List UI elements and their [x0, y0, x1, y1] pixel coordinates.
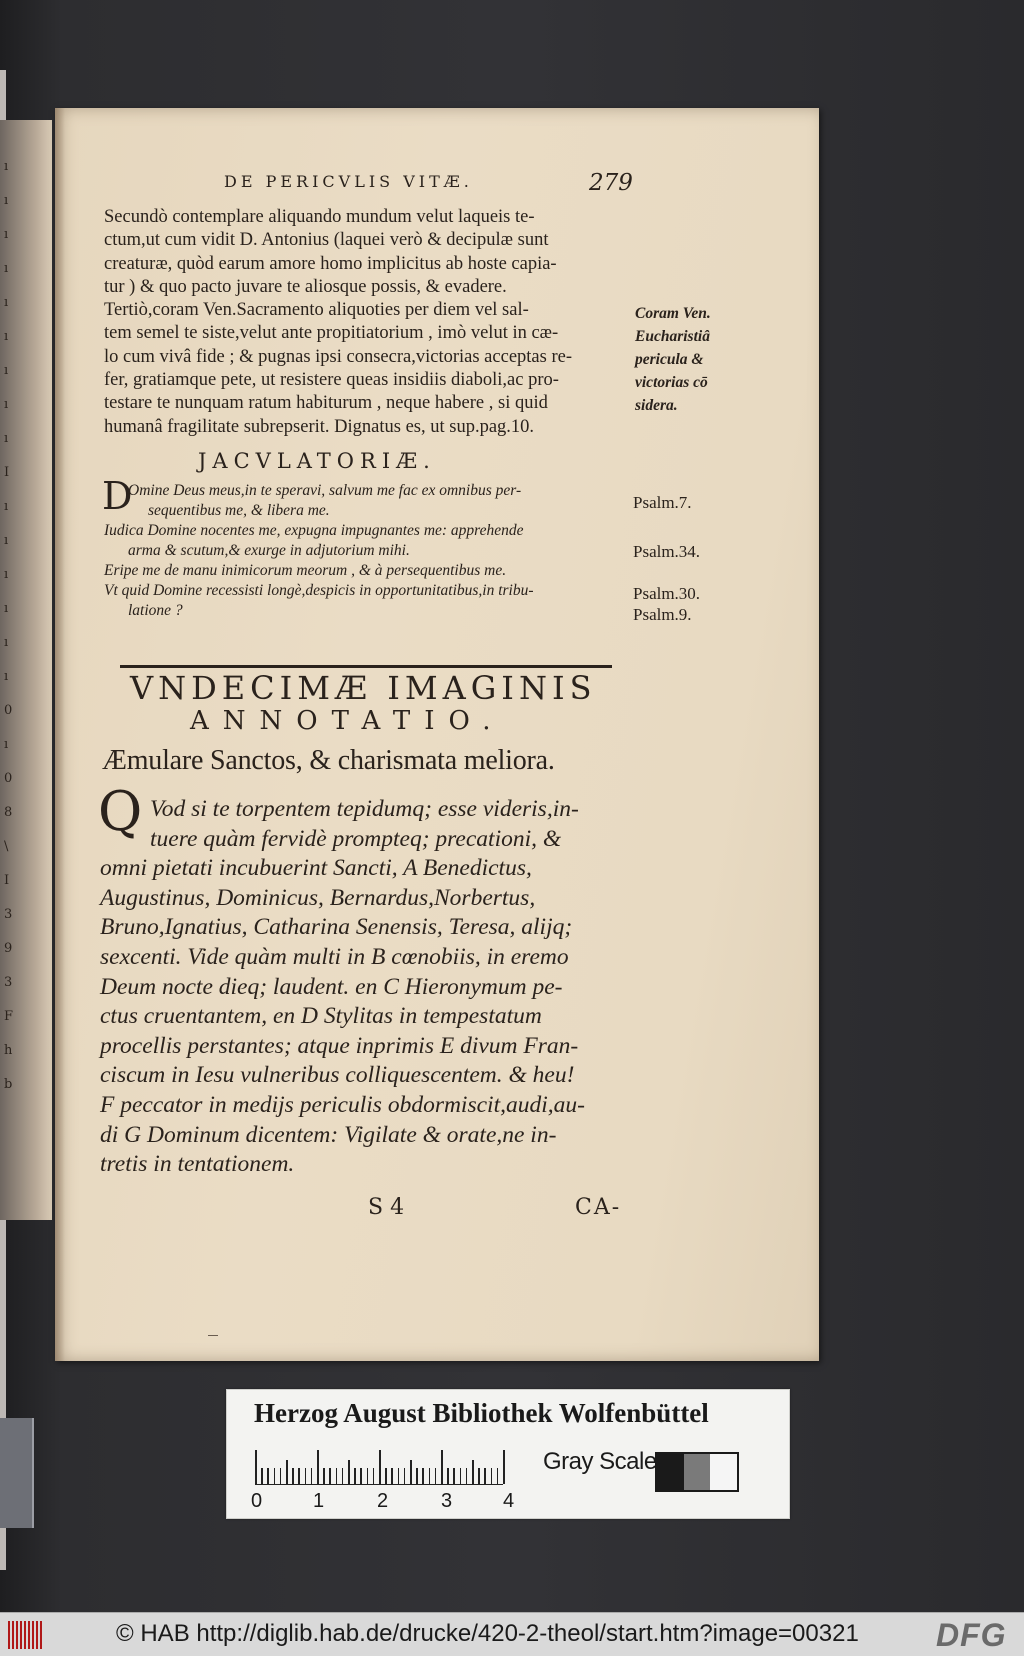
- ruler-tick: [298, 1468, 300, 1484]
- ruler-tick: [484, 1468, 486, 1484]
- margin-fragment: ı: [4, 601, 9, 616]
- ruler-tick: [416, 1468, 418, 1484]
- ruler-tick: [398, 1468, 400, 1484]
- margin-fragment: b: [4, 1077, 13, 1092]
- body-paragraphs: [104, 206, 572, 439]
- dfg-logo: DFG: [936, 1617, 1007, 1653]
- heading-rule: [120, 665, 612, 668]
- library-target-card: [226, 1389, 790, 1519]
- ruler-tick: [472, 1460, 474, 1484]
- annotation-line: ciscum in Iesu vulneribus colliquescentem. & heu!: [100, 1062, 575, 1089]
- margin-fragment: I: [4, 465, 10, 480]
- scale-number: 1: [313, 1490, 325, 1512]
- ruler-tick: [404, 1468, 406, 1484]
- barcode-bar: [24, 1621, 26, 1649]
- ruler-tick: [435, 1468, 437, 1484]
- margin-fragment: I: [4, 873, 10, 888]
- margin-fragment: ı: [4, 635, 9, 650]
- jaculatoriae-prayers: [104, 481, 628, 621]
- prayer-line: Omine Deus meus,in te speravi, salvum me fac ex omnibus per-: [128, 482, 522, 499]
- margin-fragment: ı: [4, 567, 9, 582]
- barcode-bar: [8, 1621, 10, 1649]
- margin-fragment: 0: [4, 703, 13, 718]
- margin-fragment: ı: [4, 295, 9, 310]
- margin-fragment: ı: [4, 533, 9, 548]
- annotation-line: Augustinus, Dominicus, Bernardus,Norbertus,: [100, 884, 536, 911]
- marginal-line: sidera.: [635, 397, 678, 414]
- barcode-bar: [36, 1621, 38, 1649]
- body-line: humanâ fragilitate subrepserit. Dignatus es, ut sup.pag.10.: [104, 416, 535, 437]
- barcode-bar: [28, 1621, 30, 1649]
- annotation-line: Vod si te torpentem tepidumq; esse videris,in-: [150, 796, 579, 822]
- ruler-tick: [373, 1468, 375, 1484]
- prayer-line: arma & scutum,& exurge in adjutorium mihi.: [128, 542, 410, 559]
- psalm-ref: Psalm.30.: [633, 584, 701, 603]
- margin-fragment: ı: [4, 431, 9, 446]
- barcode-bar: [32, 1621, 34, 1649]
- margin-fragment: ı: [4, 227, 9, 242]
- annotation-line: omni pietati incubuerint Sancti, A Benedictus,: [100, 855, 532, 882]
- marginal-line: Eucharistiâ: [635, 328, 710, 345]
- barcode-bar: [40, 1621, 42, 1649]
- body-line: ctum,ut cum vidit D. Antonius (laquei verò & decipulæ sunt: [104, 230, 549, 251]
- body-line: tur ) & quo pacto juvare te aliosque possis, & evadere.: [104, 276, 507, 297]
- psalm-ref: Psalm.9.: [633, 605, 692, 624]
- ruler-baseline: [255, 1484, 503, 1485]
- marginal-line: pericula &: [635, 351, 704, 368]
- margin-fragment: \: [4, 839, 9, 854]
- ruler-tick: [478, 1468, 480, 1484]
- section-subheading: ANNOTATIO.: [190, 706, 505, 736]
- ruler-tick: [317, 1450, 319, 1484]
- ruler-tick: [286, 1460, 288, 1484]
- ruler-tick: [348, 1460, 350, 1484]
- body-line: fer, gratiamque pete, ut resistere queas insidiis diaboli,ac pro-: [104, 370, 559, 391]
- jaculatoriae-heading: JACVLATORIÆ.: [198, 449, 436, 473]
- psalm-ref: Psalm.7.: [633, 493, 692, 512]
- margin-fragment: ı: [4, 363, 9, 378]
- barcode-bar: [16, 1621, 18, 1649]
- margin-fragment: ı: [4, 669, 9, 684]
- ruler-tick: [267, 1468, 269, 1484]
- annotation-line: tretis in tentationem.: [100, 1151, 295, 1178]
- margin-fragment: ı: [4, 261, 9, 276]
- ruler-tick: [466, 1468, 468, 1484]
- page-gutter-shadow: [55, 108, 65, 1361]
- annotation-line: Deum nocte dieq; laudent. en C Hieronymum pe-: [100, 973, 563, 1000]
- body-line: tem semel te siste,velut ante propitiatorium , imò velut in cæ-: [104, 323, 559, 344]
- scale-number: 3: [441, 1490, 453, 1512]
- ruler-tick: [497, 1468, 499, 1484]
- margin-fragment: 3: [4, 907, 13, 922]
- prayer-line: Eripe me de manu inimicorum meorum , & à persequentibus me.: [104, 562, 507, 579]
- margin-fragment: 9: [4, 941, 13, 956]
- swatch-light: [710, 1454, 737, 1490]
- margin-fragment: ı: [4, 397, 9, 412]
- body-line: Tertiò,coram Ven.Sacramento aliquoties per diem vel sal-: [104, 300, 529, 321]
- ruler-tick: [280, 1468, 282, 1484]
- body-line: testare te nunquam ratum habiturum , neque habere , si quid: [104, 393, 548, 414]
- swatch-dark: [657, 1454, 684, 1490]
- source-link[interactable]: © HAB http://diglib.hab.de/drucke/420-2-theol/start.htm?image=00321: [116, 1620, 859, 1647]
- ruler-tick: [354, 1468, 356, 1484]
- running-head: DE PERICVLIS VITÆ.: [224, 172, 473, 191]
- body-line: lo cum vivâ fide ; & pugnas ipsi consecra,victorias acceptas re-: [104, 346, 572, 367]
- margin-fragment: ı: [4, 329, 9, 344]
- annotation-line: Bruno,Ignatius, Catharina Senensis, Teresa, alijq;: [100, 914, 573, 941]
- annotation-line: sexcenti. Vide quàm multi in B cœnobiis, in eremo: [100, 943, 569, 970]
- drop-initial-q: Q: [98, 780, 143, 843]
- margin-fragment: 8: [4, 805, 13, 820]
- ruler-tick: [460, 1468, 462, 1484]
- ruler-tick: [441, 1450, 443, 1484]
- scale-ruler: [255, 1450, 503, 1486]
- ruler-tick: [329, 1468, 331, 1484]
- ruler-tick: [360, 1468, 362, 1484]
- section-heading: VNDECIMÆ IMAGINIS: [130, 669, 597, 707]
- margin-fragment: ı: [4, 159, 9, 174]
- body-line: creaturæ, quòd earum amore homo implicitus ab hoste capia-: [104, 253, 557, 274]
- previous-page-fragments: [4, 150, 24, 1150]
- book-spine-tab: [0, 1418, 34, 1528]
- ruler-tick: [429, 1468, 431, 1484]
- barcode-bar: [12, 1621, 14, 1649]
- annotation-text: [100, 795, 585, 1180]
- motto: Æmulare Sanctos, & charismata meliora.: [102, 745, 555, 776]
- annotation-line: procellis perstantes; atque inprimis E divum Fran-: [100, 1032, 579, 1059]
- margin-fragment: ı: [4, 499, 9, 514]
- page-number: 279: [589, 170, 633, 196]
- ruler-tick: [311, 1468, 313, 1484]
- ruler-tick: [503, 1450, 505, 1484]
- ruler-tick: [385, 1468, 387, 1484]
- margin-fragment: 3: [4, 975, 13, 990]
- ruler-tick: [274, 1468, 276, 1484]
- margin-fragment: F: [4, 1009, 14, 1024]
- stray-mark: [208, 1335, 218, 1336]
- annotation-line: tuere quàm fervidè prompteq; precationi, &: [150, 825, 562, 852]
- ruler-tick: [453, 1468, 455, 1484]
- ruler-tick: [379, 1450, 381, 1484]
- barcode-bar: [20, 1621, 22, 1649]
- ruler-tick: [447, 1468, 449, 1484]
- grayscale-swatches: [655, 1452, 739, 1492]
- marginal-note: [635, 302, 711, 417]
- scale-number: 0: [251, 1490, 263, 1512]
- marginal-line: victorias cō: [635, 374, 708, 391]
- library-name: Herzog August Bibliothek Wolfenbüttel: [254, 1398, 709, 1428]
- ruler-tick: [342, 1468, 344, 1484]
- ruler-tick: [323, 1468, 325, 1484]
- prayer-line: sequentibus me, & libera me.: [148, 502, 330, 519]
- ruler-tick: [292, 1468, 294, 1484]
- scale-number: 2: [377, 1490, 389, 1512]
- body-line: Secundò contemplare aliquando mundum velut laqueis te-: [104, 207, 535, 227]
- drop-initial-d: D: [102, 474, 133, 518]
- ruler-tick: [410, 1460, 412, 1484]
- margin-fragment: h: [4, 1043, 13, 1058]
- hab-barcode-icon: [8, 1621, 44, 1649]
- margin-fragment: ı: [4, 737, 9, 752]
- ruler-tick: [422, 1468, 424, 1484]
- prayer-line: Iudica Domine nocentes me, expugna impugnantes me: apprehende: [104, 522, 524, 539]
- viewer-footer: [0, 1612, 1024, 1656]
- ruler-tick: [391, 1468, 393, 1484]
- annotation-line: ctus cruentantem, en D Stylitas in tempestatum: [100, 1003, 542, 1030]
- catchword: CA-: [575, 1195, 622, 1220]
- prayer-line: latione ?: [128, 602, 183, 619]
- prayer-line: Vt quid Domine recessisti longè,despicis in opportunitatibus,in tribu-: [104, 582, 534, 599]
- ruler-tick: [367, 1468, 369, 1484]
- signature-mark: S 4: [368, 1195, 405, 1220]
- scale-number: 4: [503, 1490, 515, 1512]
- ruler-tick: [305, 1468, 307, 1484]
- marginal-line: Coram Ven.: [635, 305, 711, 322]
- ruler-tick: [255, 1450, 257, 1484]
- ruler-tick: [261, 1468, 263, 1484]
- grayscale-label: Gray Scale: [543, 1448, 657, 1475]
- annotation-line: di G Dominum dicentem: Vigilate & orate,ne in-: [100, 1121, 557, 1148]
- ruler-tick: [491, 1468, 493, 1484]
- swatch-mid: [684, 1454, 711, 1490]
- margin-fragment: 0: [4, 771, 13, 786]
- margin-fragment: ı: [4, 193, 9, 208]
- ruler-tick: [336, 1468, 338, 1484]
- annotation-line: F peccator in medijs periculis obdormiscit,audi,au-: [100, 1091, 585, 1118]
- psalm-ref: Psalm.34.: [633, 542, 701, 561]
